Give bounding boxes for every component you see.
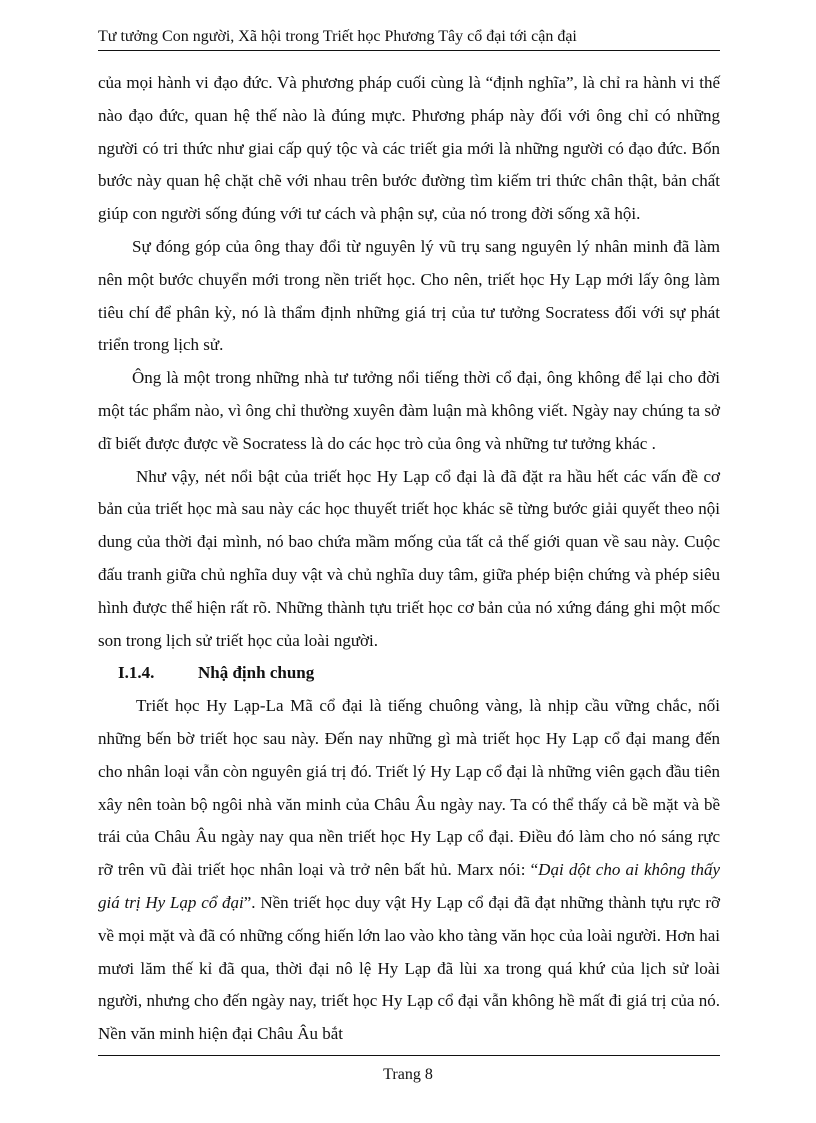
header-divider bbox=[98, 50, 720, 51]
paragraph-3: Ông là một trong những nhà tư tưởng nổi tiếng thời cổ đại, ông không để lại cho đời một tác phẩm nào, vì ông chỉ thường xuyên đàm luận mà không viết. Ngày nay chúng ta sở dĩ biết được được về Socratess là do các học trò của ông và những tư tưởng khác . bbox=[98, 368, 720, 453]
paragraph-4: Như vậy, nét nổi bật của triết học Hy Lạp cổ đại là đã đặt ra hầu hết các vấn đề cơ bản của triết học mà sau này các học thuyết triết học khác sẽ từng bước giải quyết theo nội dung của thời đại mình, nó bao chứa mầm mống của tất cả thế giới quan về sau này. Cuộc đấu tranh giữa chủ nghĩa duy vật và chủ nghĩa duy tâm, giữa phép biện chứng và phép siêu hình được thể hiện rất rõ. Những thành tựu triết học cơ bản của nó xứng đáng ghi một mốc son trong lịch sử triết học của loài người. bbox=[98, 466, 720, 650]
running-header: Tư tưởng Con người, Xã hội trong Triết học Phương Tây cổ đại tới cận đại bbox=[98, 28, 577, 45]
section-number: I.1.4. bbox=[118, 663, 155, 683]
paragraph-5-text-b: ”. Nền triết học duy vật Hy Lạp cổ đại đã đạt những thành tựu rực rỡ về mọi mặt và đã có những cống hiến lớn lao vào kho tàng văn học của loài người. Hơn hai mươi lăm thế kỉ đã qua, thời đại nô lệ Hy Lạp đã lùi xa trong quá khứ của lịch sử loài người, nhưng cho đến ngày nay, triết học Hy Lạp cổ đại vẫn không hề mất đi giá trị của nó. Nền văn minh hiện đại Châu Âu bắt bbox=[98, 892, 720, 1044]
section-title: Nhậ định chung bbox=[198, 663, 315, 683]
section-heading bbox=[98, 657, 720, 690]
page-body bbox=[98, 67, 720, 1051]
paragraph-1: của mọi hành vi đạo đức. Và phương pháp cuối cùng là “định nghĩa”, là chỉ ra hành vi thế nào đạo đức, quan hệ thế nào là đúng mực. Phương pháp này đối với ông chỉ có những người có tri thức như giai cấp quý tộc và các triết gia mới là những người có đạo đức. Bốn bước này quan hệ chặt chẽ với nhau trên bước đường tìm kiếm tri thức chân thật, bản chất giúp con người sống đúng với tư cách và phận sự, của nó trong đời sống xã hội. bbox=[98, 73, 720, 224]
footer-divider bbox=[98, 1055, 720, 1056]
paragraph-5 bbox=[98, 690, 720, 1051]
page-number: Trang 8 bbox=[383, 1066, 433, 1083]
paragraph-2: Sự đóng góp của ông thay đổi từ nguyên lý vũ trụ sang nguyên lý nhân minh đã làm nên một bước chuyển mới trong nền triết học. Cho nên, triết học Hy Lạp mới lấy ông làm tiêu chí để phân kỳ, nó là thẩm định những giá trị của tư tưởng Socratess đối với sự phát triển trong lịch sử. bbox=[98, 236, 720, 355]
paragraph-5-text-a: Triết học Hy Lạp-La Mã cổ đại là tiếng chuông vàng, là nhịp cầu vững chắc, nối những bến bờ triết học sau này. Đến nay những gì mà triết học Hy Lạp cổ đại mang đến cho nhân loại vẫn còn nguyên giá trị đó. Triết lý Hy Lạp cổ đại là những viên gạch đầu tiên xây nên toàn bộ ngôi nhà văn minh của Châu Âu ngày nay. Ta có thể thấy cả bề mặt và bề trái của Châu Âu ngày nay qua nền triết học Hy Lạp cổ đại. Điều đó làm cho nó sáng rực rỡ trên vũ đài triết học nhân loại và trở nên bất hủ. Marx nói: “ bbox=[98, 696, 720, 880]
marx-quote: Dại dột cho ai không thấy giá trị Hy Lạp cổ đại bbox=[98, 860, 720, 912]
